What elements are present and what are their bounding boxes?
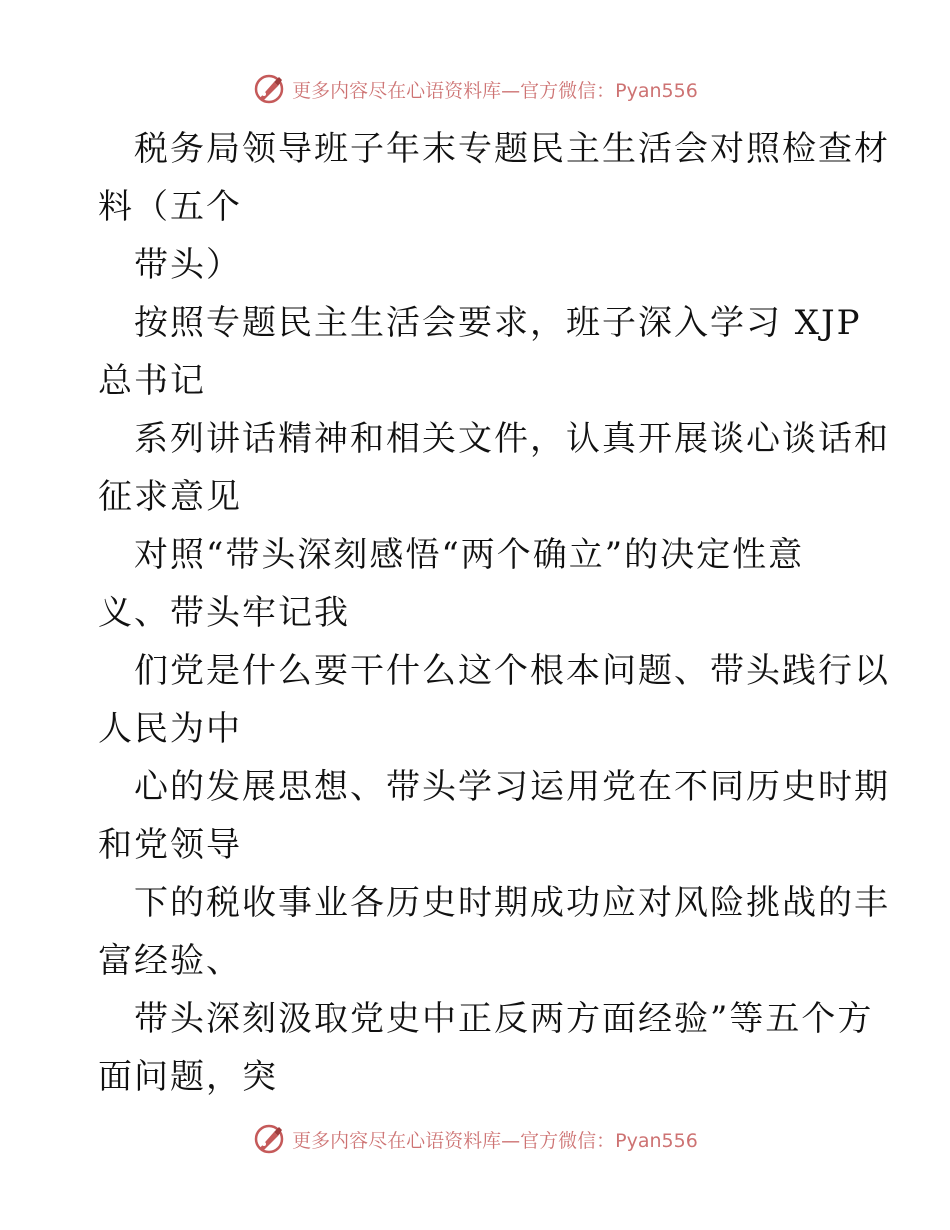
text-line: 征求意见 bbox=[98, 477, 242, 517]
watermark-text: 更多内容尽在心语资料库—官方微信：Pyan556 bbox=[292, 79, 698, 102]
pen-logo-icon bbox=[252, 1122, 286, 1156]
text-line: 心的发展思想、带头学习运用党在不同历史时期 bbox=[134, 767, 890, 807]
text-line: 人民为中 bbox=[98, 709, 242, 749]
document-body bbox=[98, 120, 890, 1106]
text-line: 按照专题民主生活会要求，班子深入学习 XJP bbox=[134, 303, 862, 343]
watermark-text: 更多内容尽在心语资料库—官方微信：Pyan556 bbox=[292, 1129, 698, 1152]
text-line: 和党领导 bbox=[98, 825, 242, 865]
text-line: 富经验、 bbox=[98, 941, 242, 981]
text-line: 料（五个 bbox=[98, 187, 242, 227]
footer-watermark bbox=[0, 1122, 950, 1156]
text-line: 下的税收事业各历史时期成功应对风险挑战的丰 bbox=[134, 883, 890, 923]
text-line: 义、带头牢记我 bbox=[98, 593, 350, 633]
text-line: 面问题，突 bbox=[98, 1057, 278, 1097]
text-line: 系列讲话精神和相关文件，认真开展谈心谈话和 bbox=[134, 419, 890, 459]
header-watermark bbox=[0, 72, 950, 106]
text-line: 们党是什么要干什么这个根本问题、带头践行以 bbox=[134, 651, 890, 691]
text-line: 税务局领导班子年末专题民主生活会对照检查材 bbox=[134, 129, 890, 169]
pen-logo-icon bbox=[252, 72, 286, 106]
text-line: 总书记 bbox=[98, 361, 206, 401]
text-line: 带头深刻汲取党史中正反两方面经验”等五个方 bbox=[134, 999, 874, 1039]
text-line: 带头） bbox=[134, 245, 242, 285]
text-line: 对照“带头深刻感悟“两个确立”的决定性意 bbox=[134, 535, 805, 575]
